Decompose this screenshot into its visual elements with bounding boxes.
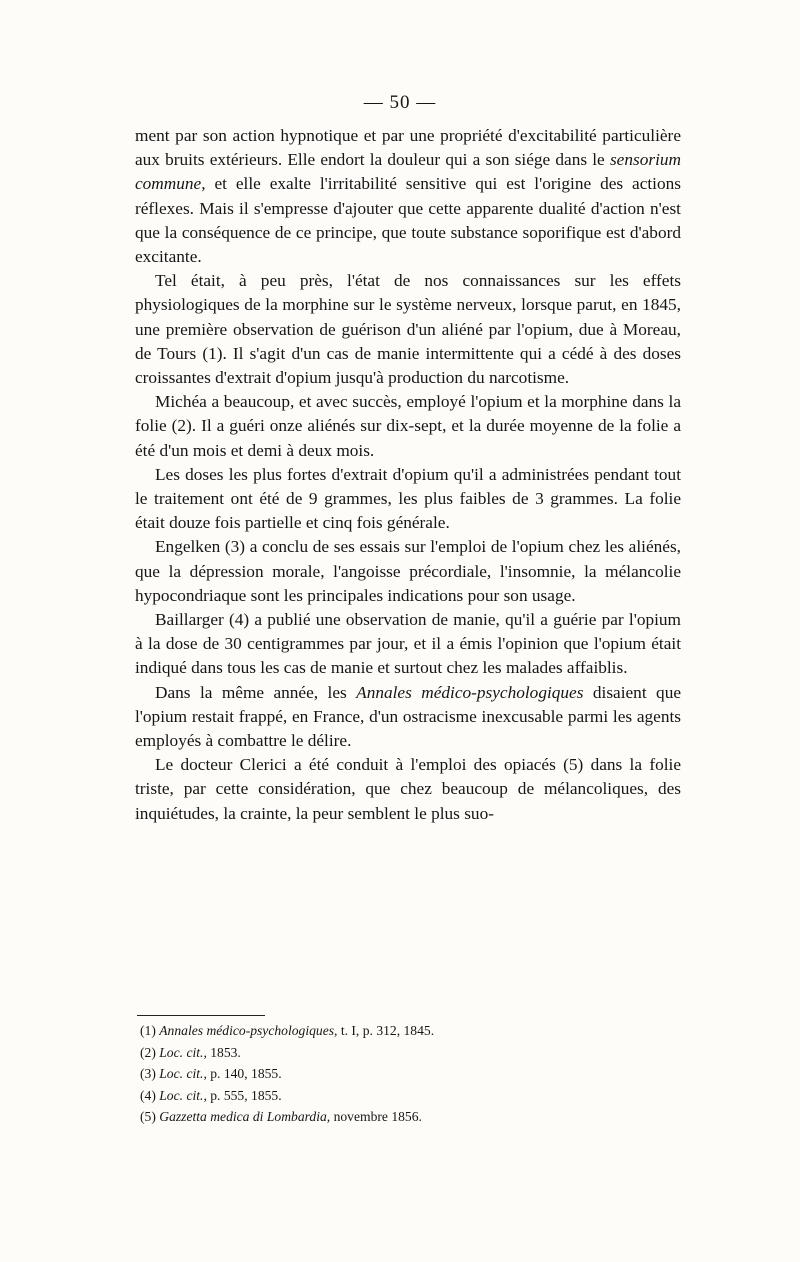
footnote-number: (5) xyxy=(140,1109,160,1125)
footnote xyxy=(140,1085,680,1107)
footnote xyxy=(140,1063,680,1085)
paragraph xyxy=(135,124,681,269)
paragraph xyxy=(135,608,681,681)
footnote-detail: t. I, p. 312, 1845. xyxy=(337,1023,435,1038)
footnote-detail: novembre 1856. xyxy=(330,1109,422,1125)
footnotes xyxy=(140,1020,680,1128)
footnote-detail: , 1853. xyxy=(203,1044,241,1060)
footnote-detail: , p. 140, 1855. xyxy=(203,1066,282,1082)
text-run: Michéa a beaucoup, et avec succès, employé l'opium et la morphine dans la folie (2). Il a guéri onze aliénés sur dix-sept, et la durée moyenne de la folie a été d'un mois et demi à deux mois. xyxy=(135,392,681,460)
paragraph xyxy=(135,681,681,754)
text-run: Engelken (3) a conclu de ses essais sur l'emploi de l'opium chez les aliénés, que la dépression morale, l'angoisse précordiale, l'insomnie, la mélancolie hypocondriaque sont les principales indications pour son usage. xyxy=(135,537,681,605)
body-text xyxy=(135,124,681,826)
text-run: Tel était, à peu près, l'état de nos connaissances sur les effets physiologiques de la morphine sur le système nerveux, lorsque parut, en 1845, une première observation de guérison d'un aliéné par l'opium, due à Moreau, de Tours (1). Il s'agit d'un cas de manie intermittente qui a cédé à des doses croissantes d'extrait d'opium jusqu'à production du narcotisme. xyxy=(135,271,681,388)
footnote-source: Loc. cit. xyxy=(159,1066,204,1082)
footnote xyxy=(140,1020,680,1042)
paragraph xyxy=(135,463,681,536)
footnote xyxy=(140,1106,680,1128)
text-run: Les doses les plus fortes d'extrait d'opium qu'il a administrées pendant tout le traitement ont été de 9 grammes, les plus faibles de 3 grammes. La folie était douze fois partielle et cinq fois générale. xyxy=(135,464,681,533)
footnote-rule xyxy=(137,1015,265,1016)
footnote-source: Annales médico-psychologiques, xyxy=(159,1023,338,1038)
footnote-source: Gazzetta medica di Lombardia, xyxy=(159,1109,331,1125)
paragraph xyxy=(135,753,681,826)
footnote-number: (2) xyxy=(140,1044,160,1060)
text-run: disaient que l'opium restait frappé, en France, d'un ostracisme inexcusable parmi les agents employés à combattre le délire. xyxy=(135,682,682,751)
text-run: Baillarger (4) a publié une observation de manie, qu'il a guérie par l'opium à la dose de 30 centigrammes par jour, et il a émis l'opinion que l'opium était indiqué dans tous les cas de manie et surtout chez les malades affaiblis. xyxy=(135,610,681,678)
paragraph xyxy=(135,390,681,463)
footnote-number: (3) xyxy=(140,1066,160,1082)
text-run: ment par son action hypnotique et par une propriété d'excitabilité particulière aux bruits extérieurs. Elle endort la douleur qui a son siége dans le xyxy=(135,126,681,170)
paragraph xyxy=(135,535,681,608)
italic-text: Annales médico-psychologiques xyxy=(356,682,584,702)
footnote-source: Loc. cit. xyxy=(159,1087,204,1103)
footnote-number: (1) xyxy=(140,1023,160,1038)
footnote xyxy=(140,1042,680,1064)
page-number: — 50 — xyxy=(363,92,437,113)
text-run: et elle exalte l'irritabilité sensitive qui est l'origine des actions réflexes. Mais il s'empresse d'ajouter que cette apparente dualité d'action n'est que la conséquence de ce principe, que toute substance soporifique est d'abord excitante. xyxy=(135,174,681,267)
italic-text: sensorium commune, xyxy=(135,150,681,194)
paragraph xyxy=(135,269,681,390)
footnote-source: Loc. cit. xyxy=(159,1044,204,1060)
footnote-detail: , p. 555, 1855. xyxy=(203,1087,282,1103)
text-run: Dans la même année, les xyxy=(155,682,357,702)
text-run: Le docteur Clerici a été conduit à l'emploi des opiacés (5) dans la folie triste, par cette considération, que chez beaucoup de mélancoliques, des inquiétudes, la crainte, la peur semblent le plus suo- xyxy=(135,755,681,823)
footnote-number: (4) xyxy=(140,1087,160,1103)
